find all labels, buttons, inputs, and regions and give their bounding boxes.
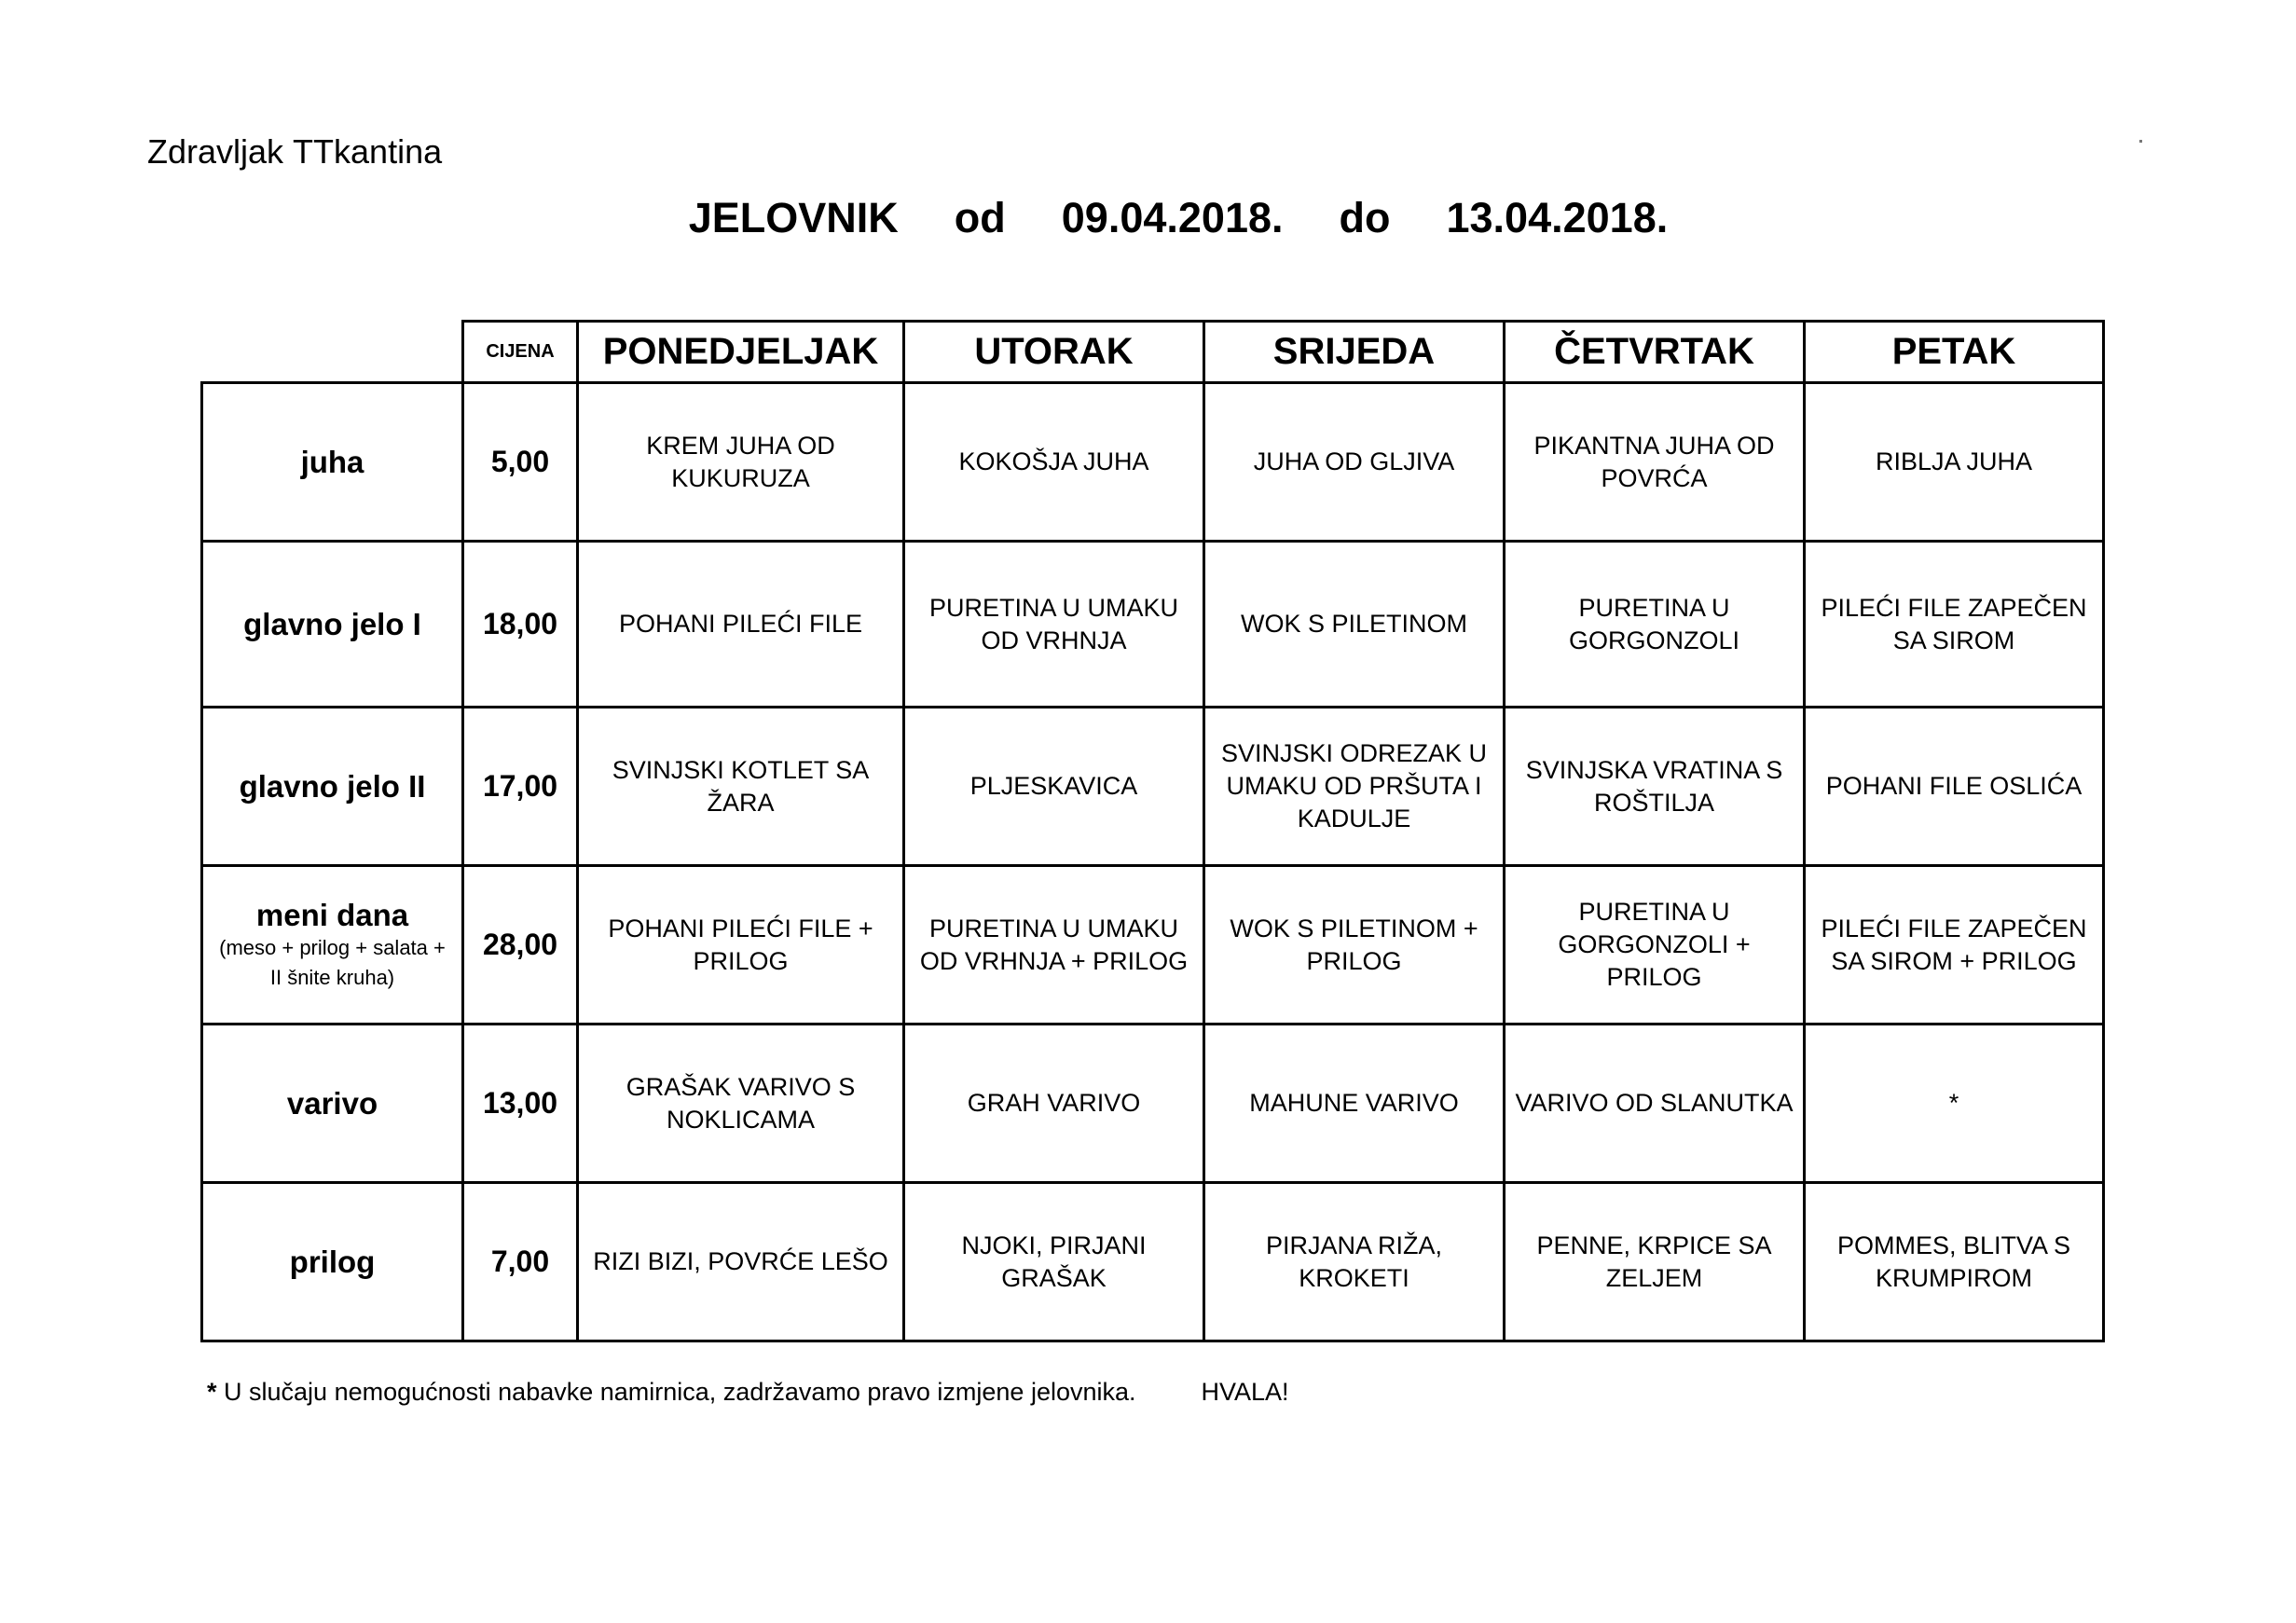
to-label: do xyxy=(1339,194,1391,241)
dish-cell: POHANI FILE OSLIĆA xyxy=(1805,708,2104,866)
day-header-monday: PONEDJELJAK xyxy=(578,322,904,383)
row-label-text: varivo xyxy=(286,1085,378,1121)
day-header-friday: PETAK xyxy=(1805,322,2104,383)
dish-cell: PILEĆI FILE ZAPEČEN SA SIROM + PRILOG xyxy=(1805,866,2104,1025)
row-label-text: glavno jelo II xyxy=(239,768,426,804)
footnote-star: * xyxy=(207,1378,217,1406)
row-label xyxy=(202,383,463,542)
row-sublabel: (meso + prilog + salata + II šnite kruha) xyxy=(219,935,446,989)
stray-dot xyxy=(2139,140,2142,143)
from-date: 09.04.2018. xyxy=(1061,194,1284,241)
row-label-text: meni dana xyxy=(255,897,409,932)
row-label-text: glavno jelo I xyxy=(243,606,421,641)
from-label: od xyxy=(954,194,1006,241)
table-row xyxy=(202,1183,2104,1341)
row-price: 17,00 xyxy=(463,708,578,866)
row-label xyxy=(202,1183,463,1341)
dish-cell: * xyxy=(1805,1025,2104,1183)
day-header-tuesday: UTORAK xyxy=(904,322,1204,383)
dish-cell: WOK S PILETINOM + PRILOG xyxy=(1204,866,1505,1025)
dish-cell: POHANI PILEĆI FILE xyxy=(578,542,904,708)
table-row xyxy=(202,1025,2104,1183)
dish-cell: KOKOŠJA JUHA xyxy=(904,383,1204,542)
price-header: CIJENA xyxy=(463,322,578,383)
dish-cell: JUHA OD GLJIVA xyxy=(1204,383,1505,542)
dish-cell: PURETINA U GORGONZOLI + PRILOG xyxy=(1505,866,1805,1025)
row-label xyxy=(202,542,463,708)
dish-cell: PENNE, KRPICE SA ZELJEM xyxy=(1505,1183,1805,1341)
dish-cell: NJOKI, PIRJANI GRAŠAK xyxy=(904,1183,1204,1341)
table-row xyxy=(202,866,2104,1025)
table-row xyxy=(202,383,2104,542)
dish-cell: PURETINA U UMAKU OD VRHNJA + PRILOG xyxy=(904,866,1204,1025)
row-price: 7,00 xyxy=(463,1183,578,1341)
dish-cell: SVINJSKA VRATINA S ROŠTILJA xyxy=(1505,708,1805,866)
menu-table xyxy=(200,320,2105,1342)
dish-cell: KREM JUHA OD KUKURUZA xyxy=(578,383,904,542)
dish-cell: GRAH VARIVO xyxy=(904,1025,1204,1183)
footnote xyxy=(207,1378,1289,1407)
header-row xyxy=(202,322,2104,383)
row-price: 28,00 xyxy=(463,866,578,1025)
row-price: 13,00 xyxy=(463,1025,578,1183)
dish-cell: RIBLJA JUHA xyxy=(1805,383,2104,542)
row-label xyxy=(202,1025,463,1183)
row-label-text: prilog xyxy=(289,1244,376,1279)
to-date: 13.04.2018. xyxy=(1446,194,1669,241)
table-row xyxy=(202,542,2104,708)
menu-title xyxy=(0,194,2296,242)
dish-cell: GRAŠAK VARIVO S NOKLICAMA xyxy=(578,1025,904,1183)
title-word: JELOVNIK xyxy=(688,194,899,241)
day-header-wednesday: SRIJEDA xyxy=(1204,322,1505,383)
dish-cell: PIKANTNA JUHA OD POVRĆA xyxy=(1505,383,1805,542)
dish-cell: POMMES, BLITVA S KRUMPIROM xyxy=(1805,1183,2104,1341)
dish-cell: PURETINA U GORGONZOLI xyxy=(1505,542,1805,708)
organization-name: Zdravljak ΤΤkantina xyxy=(147,132,443,171)
row-price: 18,00 xyxy=(463,542,578,708)
dish-cell: SVINJSKI KOTLET SA ŽARA xyxy=(578,708,904,866)
dish-cell: RIZI BIZI, POVRĆE LEŠO xyxy=(578,1183,904,1341)
row-price: 5,00 xyxy=(463,383,578,542)
table-row xyxy=(202,708,2104,866)
dish-cell: VARIVO OD SLANUTKA xyxy=(1505,1025,1805,1183)
row-label xyxy=(202,708,463,866)
thanks-text: HVALA! xyxy=(1201,1378,1289,1406)
day-header-thursday: ČETVRTAK xyxy=(1505,322,1805,383)
footnote-text: U slučaju nemogućnosti nabavke namirnica, zadržavamo pravo izmjene jelovnika. xyxy=(216,1378,1136,1406)
row-label xyxy=(202,866,463,1025)
dish-cell: PLJESKAVICA xyxy=(904,708,1204,866)
dish-cell: PIRJANA RIŽA, KROKETI xyxy=(1204,1183,1505,1341)
dish-cell: SVINJSKI ODREZAK U UMAKU OD PRŠUTA I KADULJE xyxy=(1204,708,1505,866)
dish-cell: MAHUNE VARIVO xyxy=(1204,1025,1505,1183)
corner-cell xyxy=(202,322,463,383)
dish-cell: WOK S PILETINOM xyxy=(1204,542,1505,708)
row-label-text: juha xyxy=(300,444,364,479)
dish-cell: POHANI PILEĆI FILE + PRILOG xyxy=(578,866,904,1025)
dish-cell: PURETINA U UMAKU OD VRHNJA xyxy=(904,542,1204,708)
dish-cell: PILEĆI FILE ZAPEČEN SA SIROM xyxy=(1805,542,2104,708)
